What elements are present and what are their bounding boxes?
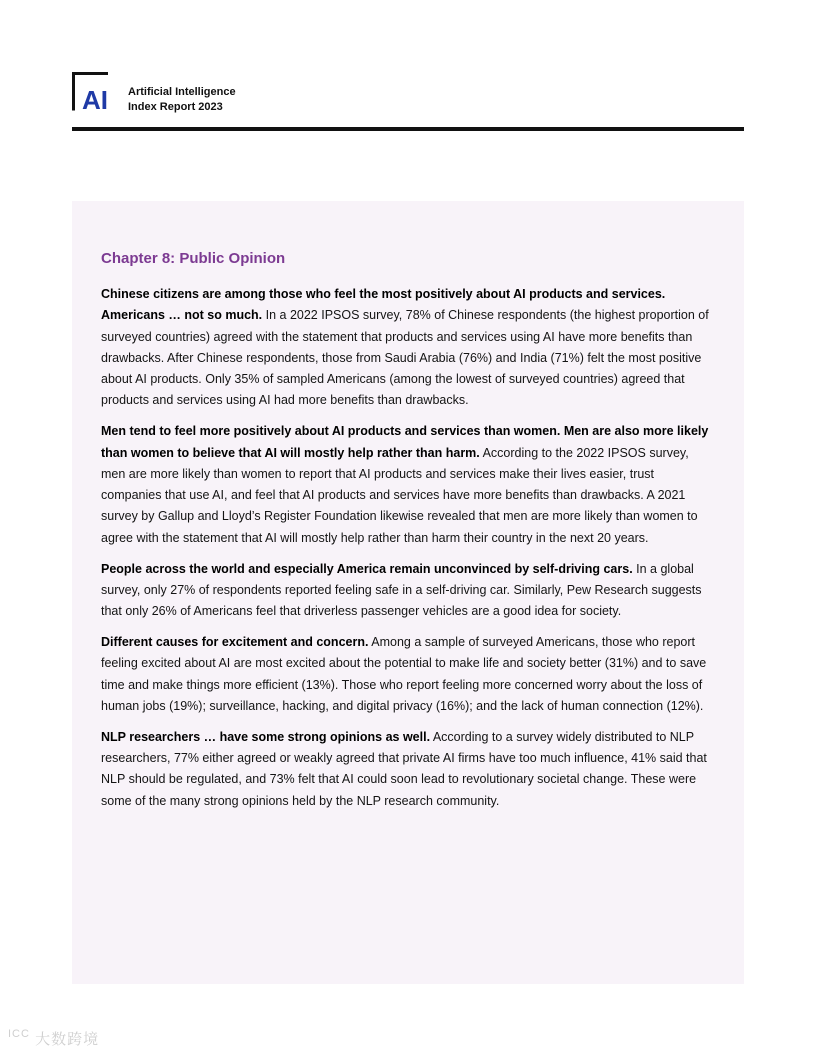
- header-divider: [72, 127, 744, 131]
- report-title-line1: Artificial Intelligence: [128, 86, 236, 98]
- paragraph-body: According to a survey widely distributed to NLP researchers, 77% either agreed or weakly agreed that private AI firms have too much influence, 41% said that NLP should be regulated, and 73% felt that AI could soon lead to revolutionary societal change. These were some of the many strong opinions held by the NLP research community.: [101, 729, 707, 808]
- paragraph-body: In a 2022 IPSOS survey, 78% of Chinese respondents (the highest proportion of surveyed countries) agreed with the statement that products and services using AI have more benefits than drawbacks. After Chinese respondents, those from Saudi Arabia (76%) and India (71%) felt the most positive about AI products. Only 35% of sampled Americans (among the lowest of surveyed countries) agreed that products and services using AI had more benefits than drawbacks.: [101, 308, 709, 408]
- paragraph-china-us-sentiment: [101, 284, 709, 412]
- paragraph-lead: Chinese citizens are among those who feel the most positively about AI products and services. Americans … not so much.: [101, 287, 666, 323]
- paragraph-nlp-researchers: [101, 727, 709, 812]
- watermark-mark: ICC: [8, 1028, 30, 1040]
- paragraph-lead: Men tend to feel more positively about AI products and services than women. Men are also more likely than women to believe that AI will mostly help rather than harm.: [101, 424, 709, 460]
- paragraph-lead: Different causes for excitement and concern.: [101, 634, 369, 649]
- report-title-line2: Index Report 2023: [128, 101, 223, 113]
- paragraph-self-driving: [101, 559, 709, 623]
- paragraph-lead: NLP researchers … have some strong opinions as well.: [101, 729, 431, 744]
- paragraph-gender-gap: [101, 421, 709, 549]
- paragraph-body: Among a sample of surveyed Americans, those who report feeling excited about AI are most excited about the potential to make life and society better (31%) and to save time and make things more efficient (13%). Those who report feeling more concerned worry about the loss of human jobs (19%); surveillance, hacking, and digital privacy (16%); and the lack of human connection (12%).: [101, 634, 707, 713]
- report-title: [128, 85, 236, 115]
- highlights-content: [101, 284, 709, 821]
- paragraph-body: According to the 2022 IPSOS survey, men are more likely than women to report that AI products and services make their lives easier, trust companies that use AI, and feel that AI products and services have more benefits than drawbacks. A 2021 survey by Gallup and Lloyd’s Register Foundation likewise revealed that men are more likely than women to agree with the statement that AI will mostly help rather than harm their country in the next 20 years.: [101, 445, 698, 545]
- paragraph-lead: People across the world and especially America remain unconvinced by self-driving cars.: [101, 561, 633, 576]
- paragraph-excitement-concern: [101, 632, 709, 717]
- ai-index-logo: [72, 72, 116, 112]
- chapter-title: Chapter 8: Public Opinion: [101, 250, 286, 267]
- logo-text: AI: [82, 85, 108, 112]
- watermark-text: 大数跨境: [35, 1031, 100, 1048]
- watermark: [8, 1028, 99, 1049]
- report-header: [72, 72, 744, 132]
- paragraph-body: In a global survey, only 27% of respondents reported feeling safe in a self-driving car. Similarly, Pew Research suggests that only 26% of Americans feel that driverless passenger vehicles are a good idea for society.: [101, 561, 702, 619]
